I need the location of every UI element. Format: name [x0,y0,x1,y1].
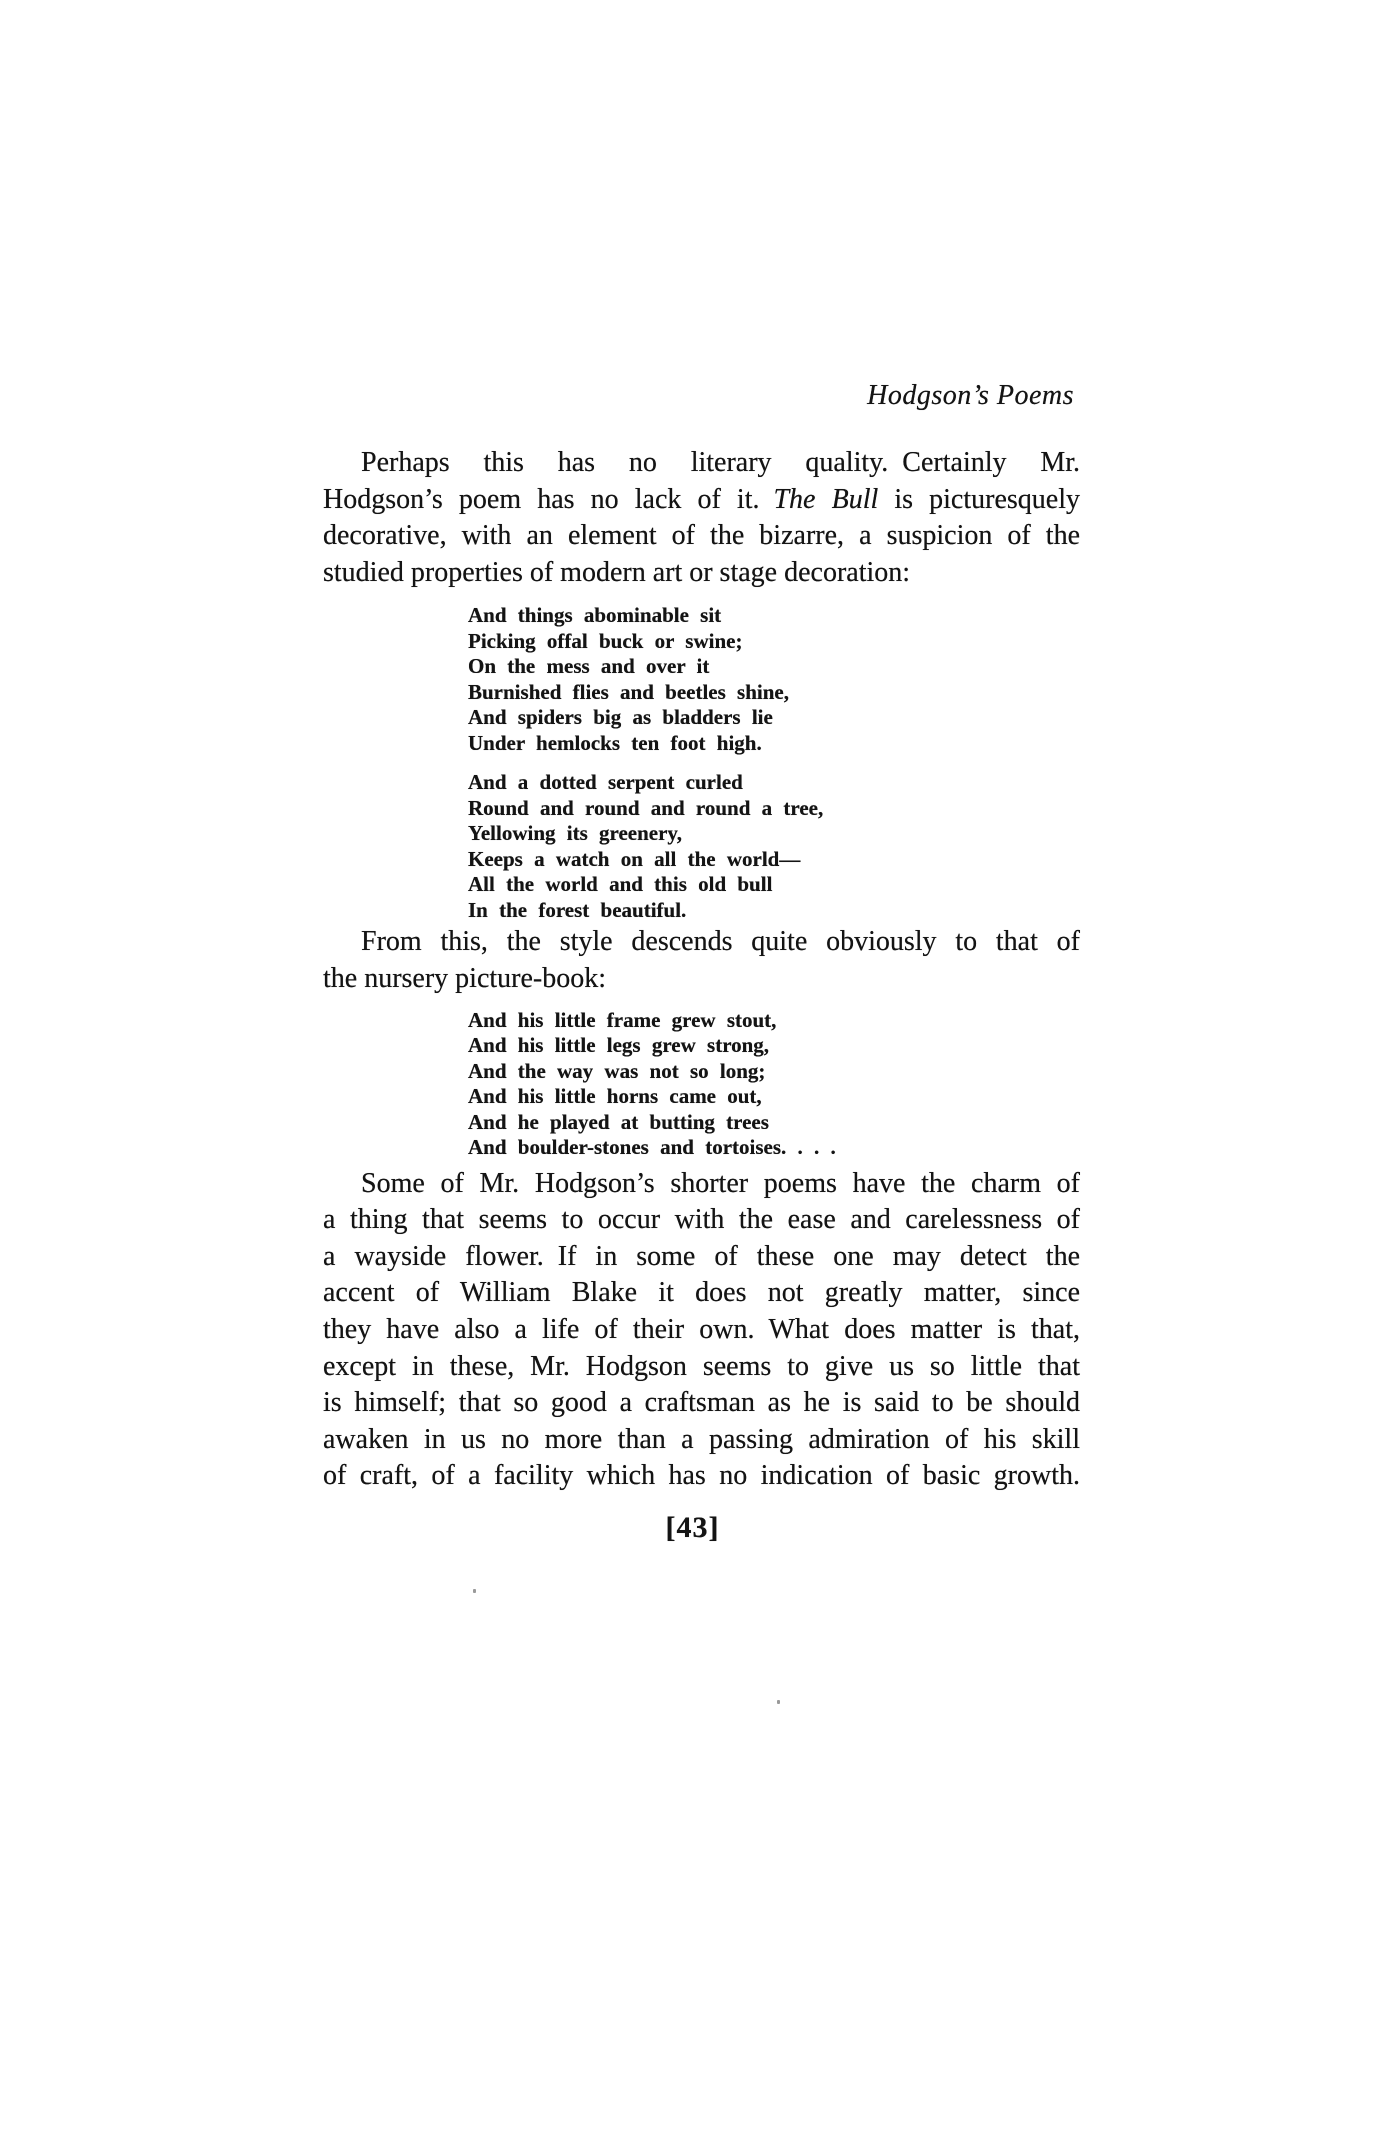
text-line: decorative, with an element of the bizarre, a suspicion of the [323,520,1080,552]
book-title-italic: The Bull [773,483,879,515]
verse-line: On the mess and over it [468,654,710,679]
text-line: of craft, of a facility which has no indication of basic growth. [323,1460,1080,1492]
text-line: the nursery picture-book: [323,962,607,994]
verse-line: And his little frame grew stout, [468,1007,777,1032]
verse-line: Yellowing its greenery, [468,821,683,846]
text-line: is himself; that so good a craftsman as he is said to be should [323,1387,1080,1419]
verse-line: And he played at butting trees [468,1109,769,1134]
scan-speck [777,1700,780,1704]
paragraph-1 [323,445,1080,591]
text-line: accent of William Blake it does not greatly matter, since [323,1277,1080,1309]
verse-line: And his little legs grew strong, [468,1033,770,1058]
text-line: Perhaps this has no literary quality. Certainly Mr. [361,447,1080,478]
text-segment: is picturesquely [878,483,1080,515]
text-line: From this, the style descends quite obviously to that of [361,926,1080,958]
running-header: Hodgson’s Poems [867,380,1074,411]
verse-line: Burnished flies and beetles shine, [468,679,789,704]
paragraph-2 [323,924,1080,997]
paragraph-3 [323,1166,1080,1495]
verse-line: And a dotted serpent curled [468,770,743,795]
verse-stanza-2 [468,770,1080,923]
text-line: awaken in us no more than a passing admiration of his skill [323,1423,1080,1455]
verse-line: And his little horns came out, [468,1084,762,1109]
verse-line: And things abominable sit [468,603,722,628]
verse-line: All the world and this old bull [468,872,773,897]
verse-line: Keeps a watch on all the world— [468,846,801,871]
text-line: a wayside flower. If in some of these one may detect the [323,1240,1080,1272]
page-number: [43] [665,1510,720,1544]
verse-line: Picking offal buck or swine; [468,628,743,653]
verse-stanza-3 [468,1008,1080,1161]
text-segment: Hodgson’s poem has no lack of it. [323,483,774,515]
verse-line: And the way was not so long; [468,1058,766,1083]
verse-line: Under hemlocks ten foot high. [468,730,762,755]
scan-speck [473,1589,476,1593]
text-line: they have also a life of their own. What does matter is that, [323,1313,1080,1345]
text-line: except in these, Mr. Hodgson seems to give us so little that [323,1350,1080,1382]
verse-line: And spiders big as bladders lie [468,705,773,730]
verse-line: And boulder-stones and tortoises. . . . [468,1135,836,1160]
verse-line: Round and round and round a tree, [468,795,824,820]
text-line: studied properties of modern art or stage decoration: [323,556,911,588]
text-line [323,482,1080,519]
text-block [323,380,1080,1546]
verse-line: In the forest beautiful. [468,897,687,922]
verse-stanza-1 [468,603,1080,756]
text-line: a thing that seems to occur with the ease and carelessness of [323,1204,1080,1236]
text-line: Some of Mr. Hodgson’s shorter poems have the charm of [361,1167,1080,1199]
